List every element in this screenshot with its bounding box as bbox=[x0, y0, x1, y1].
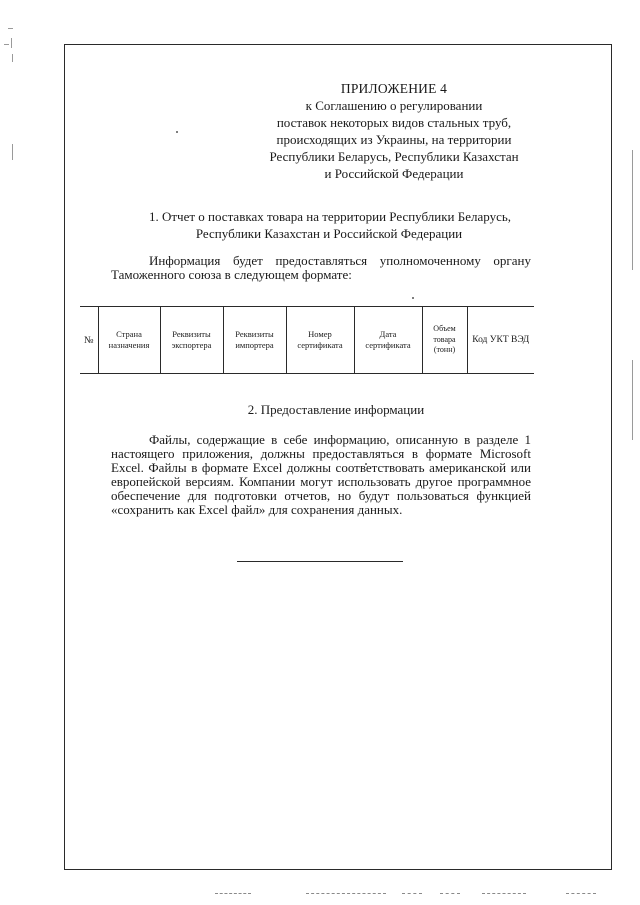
scan-edge-mark bbox=[8, 28, 13, 29]
table-header-cell: Объем товара (тонн) bbox=[422, 307, 467, 374]
appendix-title: ПРИЛОЖЕНИЕ 4 bbox=[340, 81, 448, 96]
report-format-table bbox=[80, 306, 534, 374]
scan-bottom-mark bbox=[440, 893, 460, 894]
table-header-cell: № bbox=[80, 307, 98, 374]
table-header-cell: Дата сертификата bbox=[354, 307, 422, 374]
table-header-cell: Реквизиты импортера bbox=[223, 307, 286, 374]
section-2-heading: 2. Предоставление информации bbox=[247, 402, 425, 417]
table-header-cell: Страна назначения bbox=[98, 307, 160, 374]
table-header-cell: Реквизиты экспортера bbox=[160, 307, 223, 374]
appendix-line: поставок некоторых видов стальных труб, bbox=[276, 115, 512, 130]
scan-speck bbox=[176, 131, 178, 133]
section-2-text-body: Файлы, содержащие в себе информацию, описанную в разделе 1 настоящего приложения, должны предоставляться в формате Microsoft Excel. Файлы в формате Excel должны соответствовать американской или европейской версиям. Компании могут использовать другое программное обеспечение для подготовки отчетов, но будут пользоваться функцией «сохранить как Excel файл» для сохранения данных. bbox=[111, 432, 531, 517]
scan-bottom-mark bbox=[566, 893, 596, 894]
appendix-block bbox=[250, 80, 538, 182]
scan-edge-mark bbox=[12, 144, 13, 160]
table-header-cell: Номер сертификата bbox=[286, 307, 354, 374]
appendix-line: Республики Беларусь, Республики Казахстан bbox=[269, 149, 519, 164]
scan-edge-mark bbox=[12, 54, 13, 62]
section-1-heading bbox=[100, 208, 560, 242]
appendix-line: к Соглашению о регулировании bbox=[305, 98, 483, 113]
scan-edge-mark bbox=[11, 38, 12, 48]
scan-bottom-mark bbox=[215, 893, 251, 894]
scan-bottom-mark bbox=[402, 893, 422, 894]
scan-bottom-mark bbox=[306, 893, 386, 894]
section-1-intro bbox=[111, 254, 531, 282]
table-header-cell: Код УКТ ВЭД bbox=[467, 307, 534, 374]
end-rule bbox=[237, 561, 403, 562]
table-header-row bbox=[80, 307, 534, 374]
appendix-line: и Российской Федерации bbox=[324, 166, 464, 181]
appendix-line: происходящих из Украины, на территории bbox=[276, 132, 512, 147]
scan-edge-mark bbox=[4, 44, 9, 45]
section-2-text bbox=[111, 433, 531, 517]
scan-bottom-mark bbox=[482, 893, 526, 894]
scan-speck bbox=[412, 297, 414, 299]
section-1-intro-text: Информация будет предоставляться уполномоченному органу Таможенного союза в следующем формате: bbox=[111, 253, 531, 282]
scan-edge-mark bbox=[632, 150, 633, 270]
scan-edge-mark bbox=[632, 360, 633, 440]
section-1-heading-line: 1. Отчет о поставках товара на территории Республики Беларусь, bbox=[148, 209, 512, 224]
section-1-heading-line: Республики Казахстан и Российской Федерации bbox=[195, 226, 463, 241]
